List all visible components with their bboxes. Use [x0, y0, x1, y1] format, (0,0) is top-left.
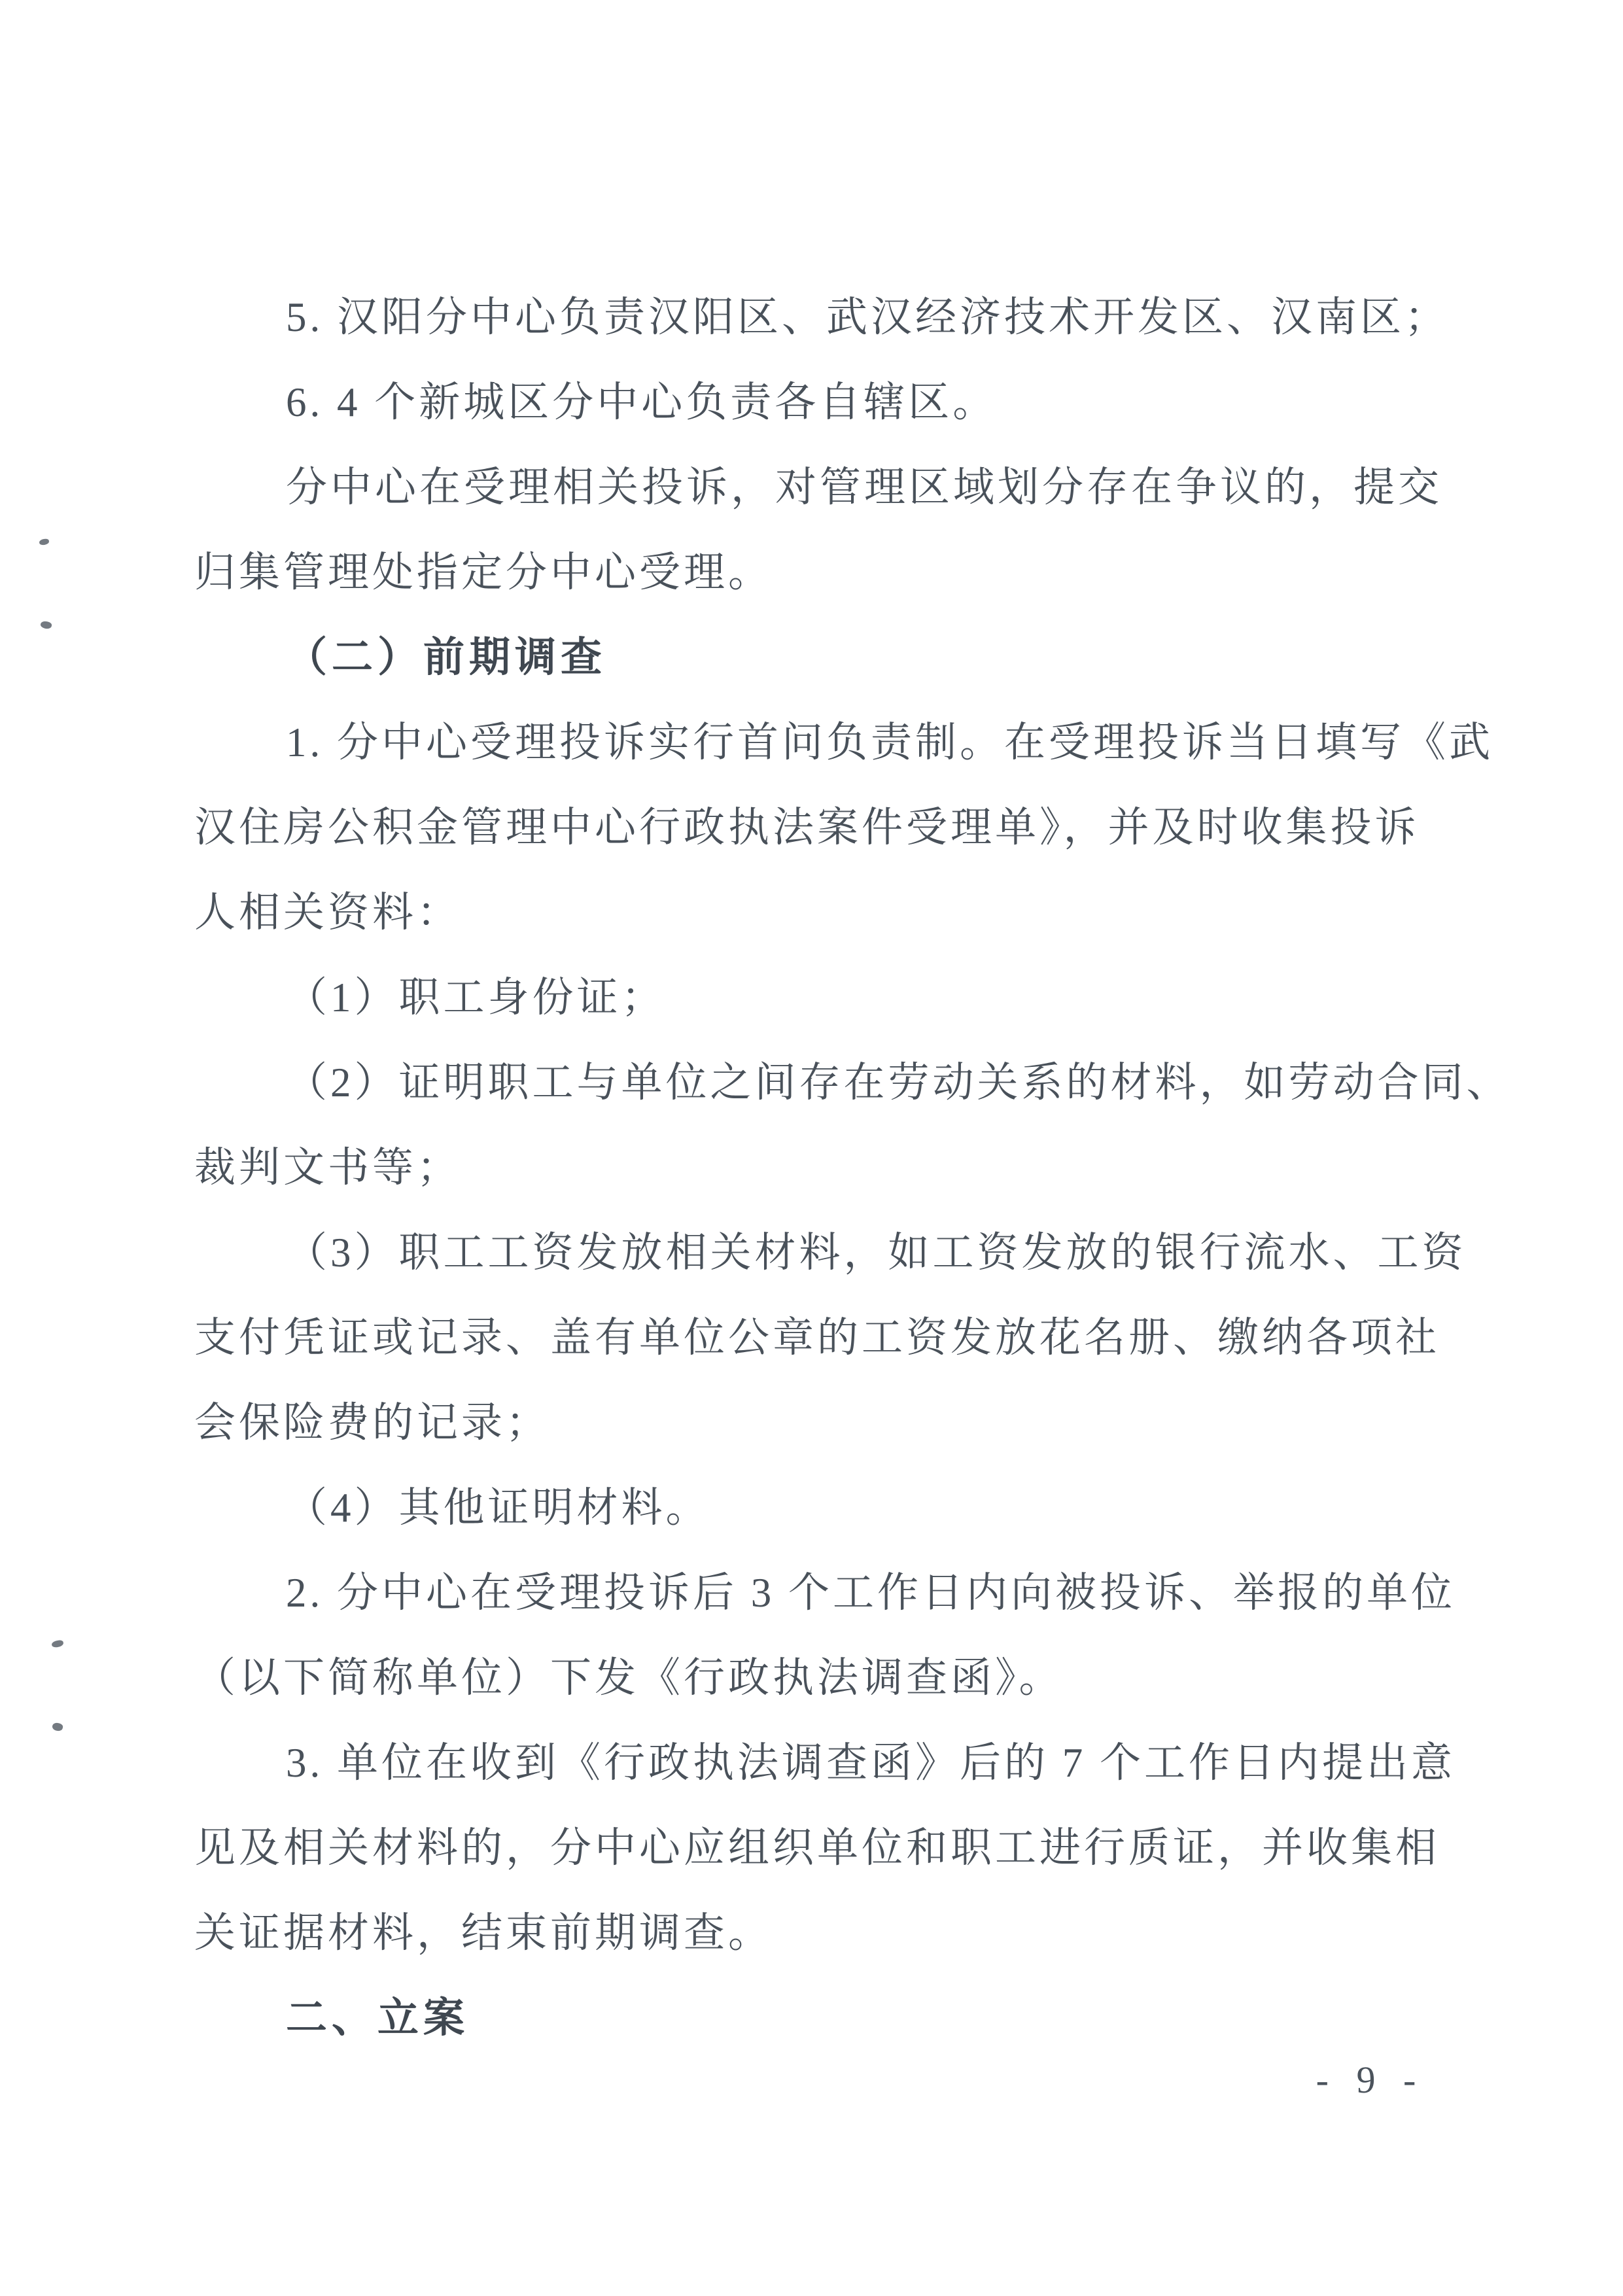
item-2-line-2: （以下简称单位）下发《行政执法调查函》。	[194, 1655, 1064, 1701]
heading-case-filing: 二、立案	[286, 1995, 469, 2041]
item-3-line-1: 3. 单位在收到《行政执法调查函》后的 7 个工作日内提出意	[286, 1740, 1456, 1786]
item-3-line-3: 关证据材料，结束前期调查。	[194, 1910, 773, 1956]
subitem-2-line-2: 裁判文书等；	[194, 1145, 461, 1191]
subitem-4-other-materials: （4）其他证明材料。	[286, 1485, 710, 1531]
item-1-line-3: 人相关资料：	[194, 890, 461, 935]
item-5: 5. 汉阳分中心负责汉阳区、武汉经济技术开发区、汉南区；	[286, 294, 1449, 340]
subitem-1-id-card: （1）职工身份证；	[286, 975, 666, 1020]
document-text-block	[194, 275, 1511, 2061]
subitem-3-line-3: 会保险费的记录；	[194, 1400, 550, 1446]
item-6: 6. 4 个新城区分中心负责各自辖区。	[286, 379, 998, 425]
subitem-2-line-1: （2）证明职工与单位之间存在劳动关系的材料，如劳动合同、	[286, 1060, 1511, 1105]
para-dispute-line-1: 分中心在受理相关投诉，对管理区域划分存在争议的，提交	[286, 464, 1442, 510]
heading-preliminary-investigation: （二）前期调查	[286, 635, 606, 680]
subitem-3-line-1: （3）职工工资发放相关材料，如工资发放的银行流水、工资	[286, 1230, 1467, 1276]
page-number: - 9 -	[1316, 2059, 1425, 2101]
subitem-3-line-2: 支付凭证或记录、盖有单位公章的工资发放花名册、缴纳各项社	[194, 1315, 1440, 1361]
ink-speck	[52, 1722, 64, 1732]
item-1-line-1: 1. 分中心受理投诉实行首问负责制。在受理投诉当日填写《武	[286, 720, 1493, 765]
item-2-line-1: 2. 分中心在受理投诉后 3 个工作日内向被投诉、举报的单位	[286, 1570, 1456, 1616]
para-dispute-line-2: 归集管理处指定分中心受理。	[194, 549, 773, 595]
item-1-line-2: 汉住房公积金管理中心行政执法案件受理单》，并及时收集投诉	[194, 805, 1420, 850]
ink-speck	[51, 1640, 63, 1648]
ink-speck	[39, 538, 49, 546]
ink-speck	[40, 620, 52, 629]
item-3-line-2: 见及相关材料的，分中心应组织单位和职工进行质证，并收集相	[194, 1825, 1440, 1871]
